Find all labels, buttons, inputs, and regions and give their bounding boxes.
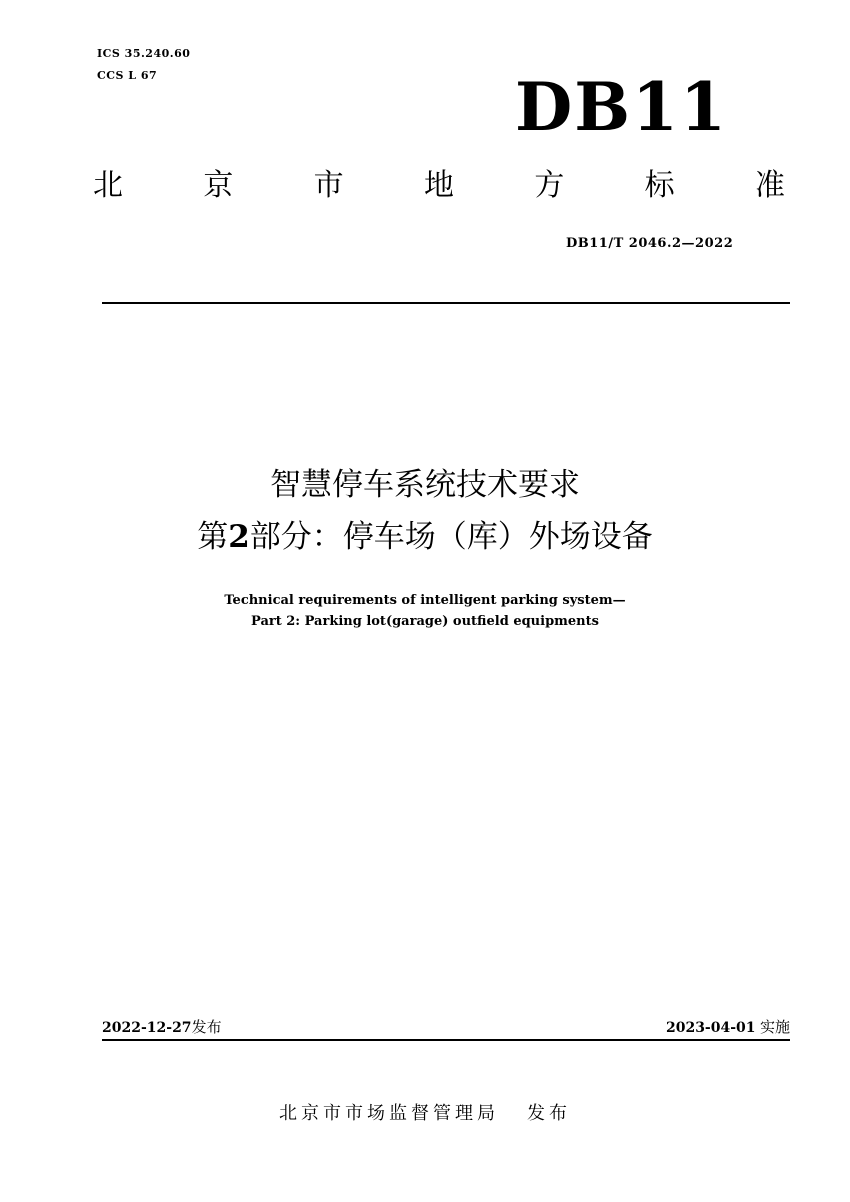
classification-codes [97,43,190,87]
implement-date-value: 2023-04-01 [665,1020,756,1036]
standard-type-char: 准 [754,168,785,203]
standard-type-char: 市 [313,168,344,203]
issuer-line [0,1099,850,1125]
issuer-action: 发布 [527,1103,571,1124]
ccs-code: CCS L 67 [97,69,158,82]
title-cn-line2-number: 2 [228,519,250,555]
standard-type [93,166,785,206]
title-cn-line1: 智慧停车系统技术要求 [270,467,580,503]
bottom-divider [102,1039,790,1041]
standard-number: DB11/T 2046.2—2022 [566,236,734,251]
title-en-line2: Part 2: Parking lot(garage) outfield equipments [251,614,599,629]
top-divider [102,302,790,304]
db-code: DB11 [515,68,728,146]
issuer-name: 北京市市场监督管理局 [279,1103,499,1124]
issue-date-label: 发布 [191,1018,222,1036]
title-cn-line2-rest: 部分：停车场（库）外场设备 [249,519,653,555]
standard-type-char: 标 [644,168,675,203]
standard-type-char: 北 [93,168,123,203]
title-en-line1: Technical requirements of intelligent parking system— [224,593,626,608]
implement-date [666,1016,790,1037]
standard-type-char: 京 [203,168,234,203]
title-cn-line2 [0,517,850,557]
title-cn-line2-prefix: 第 [197,519,229,555]
standard-type-char: 地 [423,168,454,203]
ics-code: ICS 35.240.60 [97,47,191,60]
issue-date [102,1016,222,1037]
issue-date-value: 2022-12-27 [102,1020,192,1036]
standard-type-char: 方 [534,168,565,203]
implement-date-label: 实施 [759,1018,790,1036]
